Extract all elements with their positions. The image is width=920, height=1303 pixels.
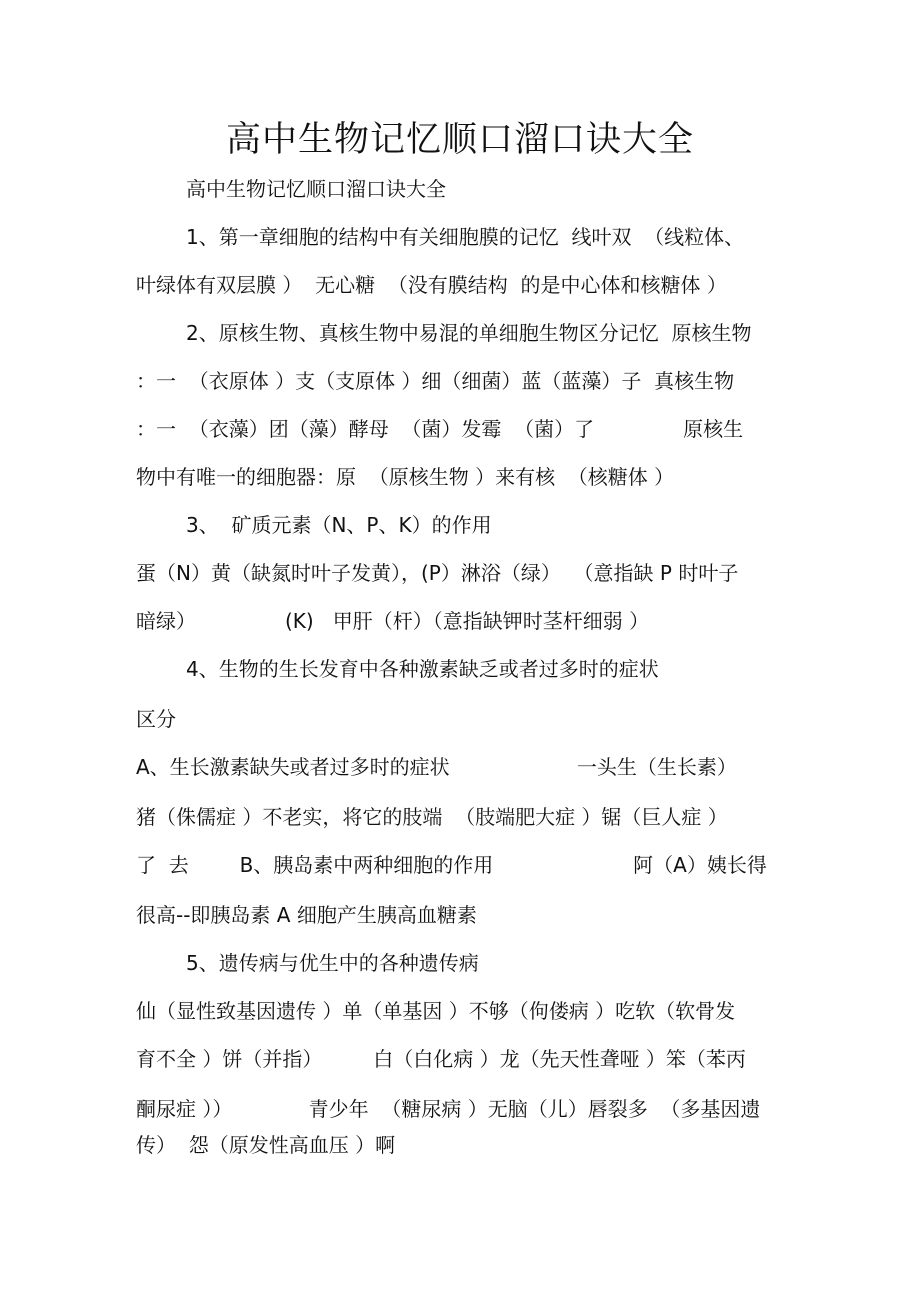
text-line: 叶绿体有双层膜 ） 无心糖 （没有膜结构 的是中心体和核糖体 ）	[136, 273, 727, 297]
text-line: 猪（侏儒症 ）不老实，将它的肢端 （肢端肥大症 ）锯（巨人症 ）	[136, 805, 728, 829]
text-line: 4、生物的生长发育中各种激素缺乏或者过多时的症状	[186, 657, 659, 681]
text-line: ：一 （衣原体 ）支（支原体 ）细（细菌）蓝（蓝藻）子 真核生物	[136, 369, 735, 393]
text-line: 3、 矿质元素（N、P、K）的作用	[186, 513, 492, 537]
text-line: 暗绿） (K) 甲肝（杆）（意指缺钾时茎杆细弱 ）	[136, 609, 650, 633]
text-line: 物中有唯一的细胞器：原 （原核生物 ）来有核 （核糖体 ）	[136, 465, 675, 489]
text-line: 1、第一章细胞的结构中有关细胞膜的记忆 线叶双 （线粒体、	[186, 225, 745, 249]
text-line: 育不全 ）饼（并指） 白（白化病 ）龙（先天性聋哑 ）笨（苯丙	[136, 1047, 746, 1071]
text-line: A、生长激素缺失或者过多时的症状 一头生（生长素）	[136, 755, 737, 779]
text-line: 5、遗传病与优生中的各种遗传病	[186, 951, 479, 975]
text-line: ：一 （衣藻）团（藻）酵母 （菌）发霉 （菌）了 原核生	[136, 417, 744, 441]
text-line: 酮尿症 ）） 青少年 （糖尿病 ）无脑（儿）唇裂多 （多基因遗	[136, 1097, 761, 1121]
text-line: 很高--即胰岛素 A 细胞产生胰高血糖素	[136, 903, 477, 927]
text-line: 了 去 B、胰岛素中两种细胞的作用 阿（A）姨长得	[136, 853, 767, 877]
text-line: 仙（显性致基因遗传 ）单（单基因 ）不够（佝偻病 ）吃软（软骨发	[136, 999, 736, 1023]
page-title: 高中生物记忆顺口溜口诀大全	[225, 120, 694, 160]
text-line: 蛋（N）黄（缺氮时叶子发黄），(P）淋浴（绿） （意指缺 P 时叶子	[136, 561, 739, 585]
text-line: 区分	[136, 707, 176, 731]
text-line: 传） 怨（原发性高血压 ）啊	[136, 1133, 396, 1157]
text-line: 2、原核生物、真核生物中易混的单细胞生物区分记忆 原核生物	[186, 321, 752, 345]
subtitle: 高中生物记忆顺口溜口诀大全	[186, 177, 446, 201]
